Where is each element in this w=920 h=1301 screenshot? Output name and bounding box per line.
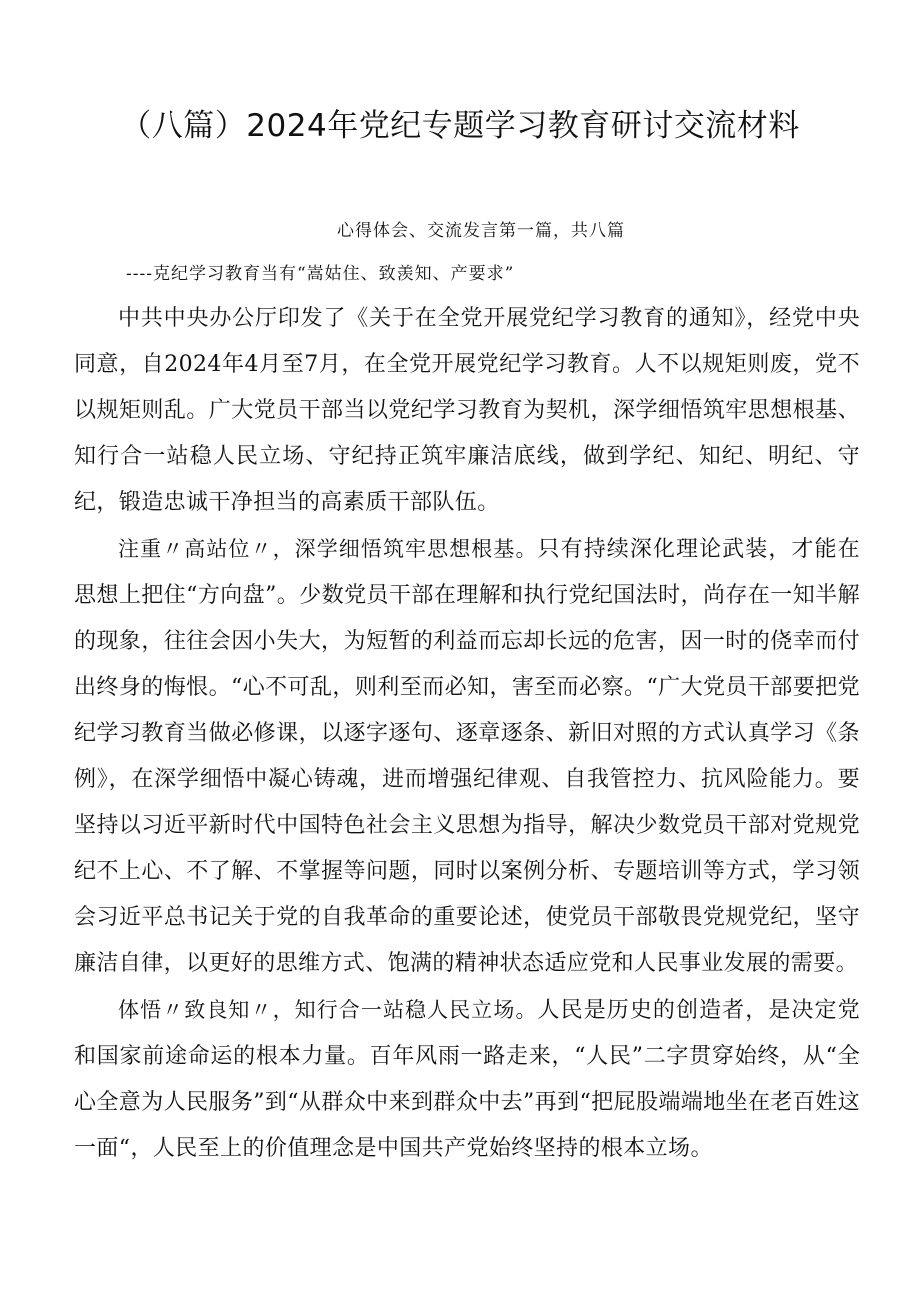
document-title: （八篇）2024年党纪专题学习教育研讨交流材料 (120, 108, 800, 144)
paragraph-lead: 注重〃高站位〃，深学细悟筑牢思想根基。 (118, 537, 538, 561)
document-theme-line: ----克纪学习教育当有“嵩姑住、致羡知、产要求” (126, 264, 515, 284)
paragraph-section-1 (74, 526, 860, 987)
paragraph-text: 人民是历史的创造者，是决定党和国家前途命运的根本力量。百年风雨一路走来，“人民”二字贯穿始终，从“全心全意为人民服务”到“从群众中来到群众中去”再到“把屁股端端地坐在老百姓这一面“，人民至上的价值理念是中国共产党始终坚持的根本立场。 (74, 998, 860, 1161)
paragraph-section-2 (74, 987, 860, 1172)
document-subtitle: 心得体会、交流发言第一篇，共八篇 (337, 221, 625, 241)
paragraph-intro (74, 295, 860, 526)
paragraph-text: 只有持续深化理论武装，才能在思想上把住“方向盘”。少数党员干部在理解和执行党纪国法时，尚存在一知半解的现象，往往会因小失大，为短暂的利益而忘却长远的危害，因一时的侥幸而付出终身的悔恨。“心不可乱，则利至而必知，害至而必察。“广大党员干部要把党纪学习教育当做必修课，以逐字逐句、逐章逐条、新旧对照的方式认真学习《条例》，在深学细悟中凝心铸魂，进而增强纪律观、自我管控力、抗风险能力。要坚持以习近平新时代中国特色社会主义思想为指导，解决少数党员干部对党规党纪不上心、不了解、不掌握等问题，同时以案例分析、专题培训等方式，学习领会习近平总书记关于党的自我革命的重要论述，使党员干部敬畏党规党纪，坚守廉洁自律，以更好的思维方式、饱满的精神状态适应党和人民事业发展的需要。 (74, 537, 860, 976)
paragraph-lead: 体悟〃致良知〃，知行合一站稳人民立场。 (118, 998, 538, 1022)
document-body (74, 295, 860, 1172)
paragraph-text: 中共中央办公厅印发了《关于在全党开展党纪学习教育的通知》，经党中央同意，自2024年4月至7月，在全党开展党纪学习教育。人不以规矩则废，党不以规矩则乱。广大党员干部当以党纪学习教育为契机，深学细悟筑牢思想根基、知行合一站稳人民立场、守纪持正筑牢廉洁底线，做到学纪、知纪、明纪、守纪，锻造忠诚干净担当的高素质干部队伍。 (74, 306, 860, 515)
